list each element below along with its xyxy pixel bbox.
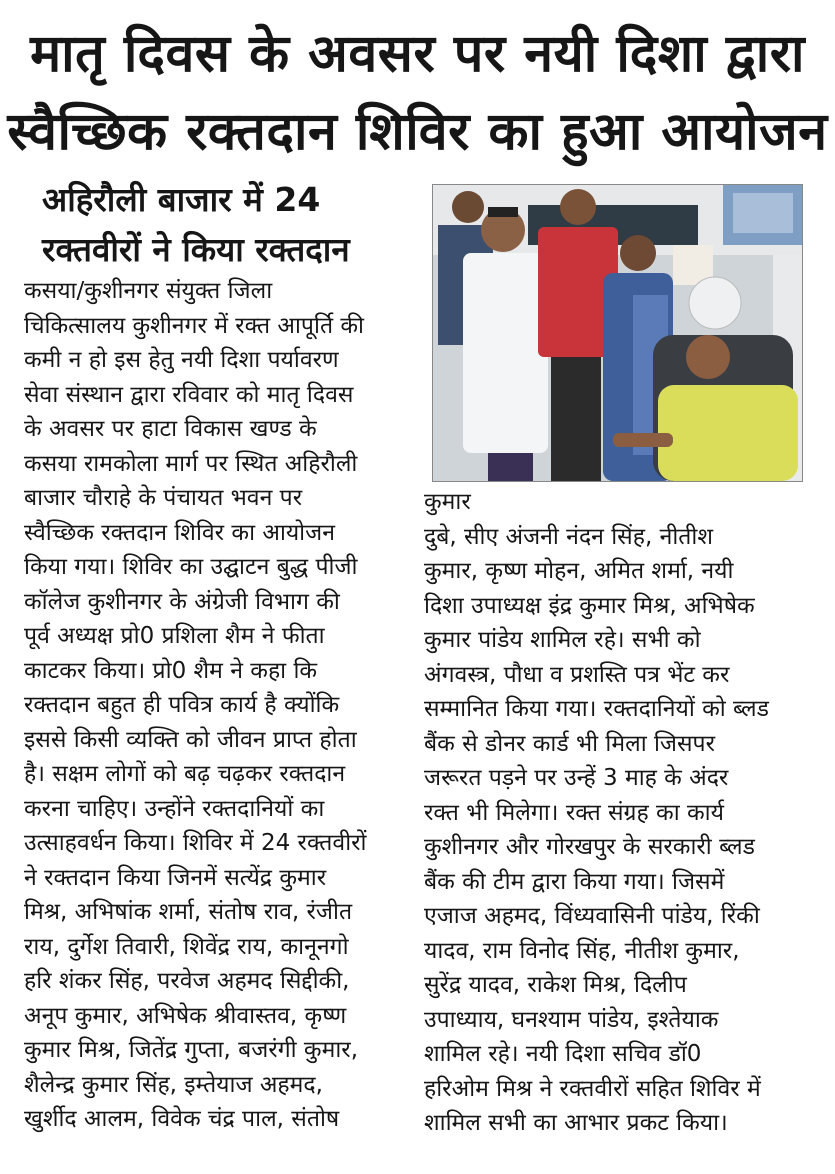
article-line: बैंक की टीम द्वारा किया गया। जिसमें: [424, 868, 725, 895]
article-line: अनूप कुमार, अभिषेक श्रीवास्तव, कृष्ण: [24, 1002, 347, 1029]
article-line: राय, दुर्गेश तिवारी, शिवेंद्र राय, कानूनगो: [24, 933, 349, 960]
article-line: कुमार मिश्र, जितेंद्र गुप्ता, बजरंगी कुमार,: [24, 1037, 359, 1063]
article-line: रक्त भी मिलेगा। रक्त संग्रह का कार्य: [424, 799, 724, 826]
article-line: कुमार पांडेय शामिल रहे। सभी को: [424, 627, 701, 653]
article-line: अंगवस्त्र, पौधा व प्रशस्ति पत्र भेंट कर: [424, 661, 730, 688]
article-line: कॉलेज कुशीनगर के अंग्रेजी विभाग की: [24, 588, 340, 615]
article-line: चिकित्सालय कुशीनगर में रक्त आपूर्ति की: [24, 312, 364, 339]
article-line: स्वैच्छिक रक्तदान शिविर का आयोजन: [24, 519, 335, 546]
article-line: पूर्व अध्यक्ष प्रो0 प्रशिला शैम ने फीता: [24, 623, 325, 649]
article-line: हरिओम मिश्र ने रक्तवीरों सहित शिविर में: [424, 1075, 761, 1102]
article-line: दुबे, सीए अंजनी नंदन सिंह, नीतीश: [424, 523, 713, 550]
article-line: के अवसर पर हाटा विकास खण्ड के: [24, 416, 317, 442]
article-line: सम्मानित किया गया। रक्तदानियों को ब्लड: [424, 696, 769, 722]
article-line: मिश्र, अभिषांक शर्मा, संतोष राव, रंजीत: [24, 899, 353, 925]
article-line: जरूरत पड़ने पर उन्हें 3 माह के अंदर: [424, 765, 729, 791]
article-line: बैंक से डोनर कार्ड भी मिला जिसपर: [424, 730, 716, 757]
article-column-right: [424, 485, 824, 1141]
article-column-left: [24, 274, 412, 1137]
headline-line-2: स्वैच्छिक रक्तदान शिविर का हुआ आयोजन: [7, 102, 828, 162]
article-line: शामिल रहे। नयी दिशा सचिव डॉ0: [424, 1041, 702, 1067]
article-line: एजाज अहमद, विंध्यवासिनी पांडेय, रिंकी: [424, 903, 760, 929]
article-line: कुशीनगर और गोरखपुर के सरकारी ब्लड: [424, 834, 755, 860]
article-line: कसया रामकोला मार्ग पर स्थित अहिरौली: [24, 450, 358, 477]
article-line: इससे किसी व्यक्ति को जीवन प्राप्त होता: [24, 726, 357, 753]
article-line: शामिल सभी का आभार प्रकट किया।: [424, 1110, 728, 1136]
headline-line-1: मातृ दिवस के अवसर पर नयी दिशा द्वारा: [30, 24, 805, 84]
article-line: कुमार: [424, 489, 471, 515]
article-line: यादव, राम विनोद सिंह, नीतीश कुमार,: [424, 937, 740, 964]
article-line: शैलेन्द्र कुमार सिंह, इम्तेयाज अहमद,: [24, 1071, 323, 1098]
article-line: खुर्शीद आलम, विवेक चंद्र पाल, संतोष: [24, 1106, 340, 1132]
subheadline-line-1: अहिरौली बाजार में 24: [42, 180, 321, 219]
article-line: दिशा उपाध्यक्ष इंद्र कुमार मिश्र, अभिषेक: [424, 592, 755, 619]
article-line: रक्तदान बहुत ही पवित्र कार्य है क्योंकि: [24, 692, 340, 718]
article-line: उपाध्याय, घनश्याम पांडेय, इश्तेयाक: [424, 1006, 719, 1033]
article-line: कुमार, कृष्ण मोहन, अमित शर्मा, नयी: [424, 558, 734, 584]
article-line: कमी न हो इस हेतु नयी दिशा पर्यावरण: [24, 347, 339, 373]
subheadline-line-2: रक्तवीरों ने किया रक्तदान: [42, 230, 350, 269]
article-line: करना चाहिए। उन्होंने रक्तदानियों का: [24, 795, 325, 822]
article-line: सुरेंद्र यादव, राकेश मिश्र, दिलीप: [424, 972, 687, 998]
article-line: कसया/कुशीनगर संयुक्त जिला: [24, 278, 273, 304]
article-line: सेवा संस्थान द्वारा रविवार को मातृ दिवस: [24, 381, 354, 408]
article-line: ने रक्तदान किया जिनमें सत्येंद्र कुमार: [24, 864, 327, 891]
article-line: किया गया। शिविर का उद्घाटन बुद्ध पीजी: [24, 554, 358, 580]
article-line: हरि शंकर सिंह, परवेज अहमद सिद्दीकी,: [24, 968, 350, 994]
article-line: काटकर किया। प्रो0 शैम ने कहा कि: [24, 657, 318, 684]
news-photo: [432, 184, 803, 482]
article-line: उत्साहवर्धन किया। शिविर में 24 रक्तवीरों: [24, 830, 367, 856]
article-line: है। सक्षम लोगों को बढ़ चढ़कर रक्तदान: [24, 761, 346, 787]
article-line: बाजार चौराहे के पंचायत भवन पर: [24, 485, 303, 511]
